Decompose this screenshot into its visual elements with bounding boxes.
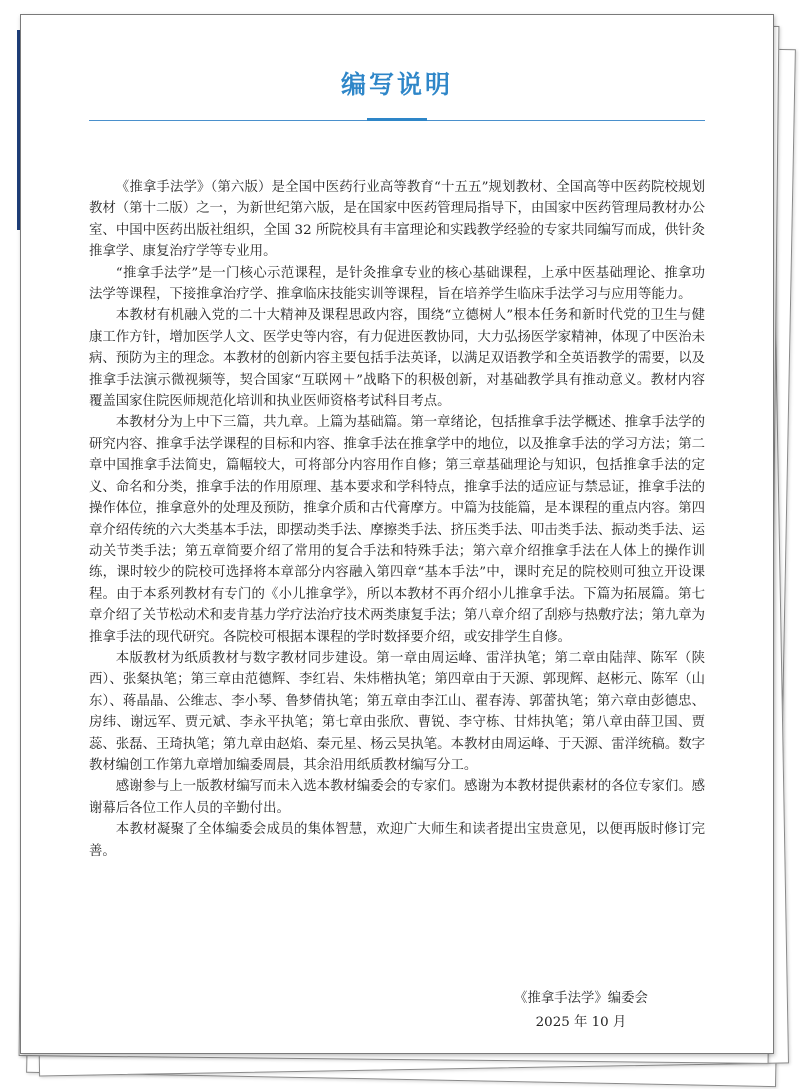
page-title: 编写说明 (340, 70, 453, 99)
paragraph-authors: 本版教材为纸质教材与数字教材同步建设。第一章由周运峰、雷洋执笔；第二章由陆萍、陈军（陕西）、张粲执笔；第三章由范德辉、李红岩、朱炜楷执笔；第四章由于天源、郭现辉、赵彬元、陈军（山东）、蒋晶晶、公维志、李小琴、鲁梦倩执笔；第五章由李江山、翟春涛、郭蕾执笔；第六章由彭德忠、房纬、谢远军、贾元斌、李永平执笔；第七章由张欣、曹锐、李守栋、甘炜执笔；第八章由薛卫国、贾蕊、张磊、王琦执笔；第九章由赵焰、秦元星、杨云昊执笔。本教材由周运峰、于天源、雷洋统稿。数字教材编创工作第九章增加编委周晨，其余沿用纸质教材编写分工。 (89, 650, 705, 773)
document-page (20, 14, 774, 1054)
paragraph-course: “推拿手法学”是一门核心示范课程，是针灸推拿专业的核心基础课程，上承中医基础理论、推拿功法学等课程，下接推拿治疗学、推拿临床技能实训等课程，旨在培养学生临床手法学习与应用等能力。 (89, 265, 705, 303)
body-text (89, 177, 705, 862)
paragraph-innovation: 本教材有机融入党的二十大精神及课程思政内容，围绕“立德树人”根本任务和新时代党的卫生与健康工作方针，增加医学人文、医学史等内容，有力促进医教协同，大力弘扬医学家精神，体现了中医治未病、预防为主的理念。本教材的创新内容主要包括手法英译，以满足双语教学和全英语教学的需要，以及推拿手法演示微视频等，契合国家“互联网＋”战略下的积极创新，对基础教学具有推动意义。教材内容覆盖国家住院医师规范化培训和执业医师资格考试科目考点。 (89, 308, 705, 410)
signature: 《推拿手法学》编委会 (514, 991, 648, 1006)
paragraph-structure: 本教材分为上中下三篇，共九章。上篇为基础篇。第一章绪论，包括推拿手法学概述、推拿手法学的研究内容、推拿手法学课程的目标和内容、推拿手法在推拿学中的地位，以及推拿手法的学习方法；第二章中国推拿手法简史，篇幅较大，可将部分内容用作自修；第三章基础理论与知识，包括推拿手法的定义、命名和分类，推拿手法的作用原理、基本要求和学科特点，推拿手法的适应证与禁忌证，推拿手法的操作体位，推拿意外的处理及预防，推拿介质和古代膏摩方。中篇为技能篇，是本课程的重点内容。第四章介绍传统的六大类基本手法，即摆动类手法、摩擦类手法、挤压类手法、叩击类手法、振动类手法、运动关节类手法；第五章简要介绍了常用的复合手法和特殊手法；第六章介绍推拿手法在人体上的操作训练，课时较少的院校可选择将本章部分内容融入第四章“基本手法”中，课时充足的院校则可独立开设课程。由于本系列教材有专门的《小儿推拿学》，所以本教材不再介绍小儿推拿手法。下篇为拓展篇。第七章介绍了关节松动术和麦肯基力学疗法治疗技术两类康复手法；第八章介绍了刮痧与热敷疗法；第九章为推拿手法的现代研究。各院校可根据本课程的学时数择要介绍，或安排学生自修。 (89, 415, 705, 645)
paragraph-thanks: 感谢参与上一版教材编写而未入选本教材编委会的专家们。感谢为本教材提供素材的各位专家们。感谢幕后各位工作人员的辛勤付出。 (89, 779, 705, 816)
date: 2025 年 10 月 (535, 1015, 627, 1030)
title-divider-accent (367, 118, 427, 121)
paragraph-closing: 本教材凝聚了全体编委会成员的集体智慧，欢迎广大师生和读者提出宝贵意见，以便再版时修订完善。 (89, 822, 705, 859)
paragraph-intro: 《推拿手法学》（第六版）是全国中医药行业高等教育“十五五”规划教材、全国高等中医药院校规划教材（第十二版）之一，为新世纪第六版，是在国家中医药管理局指导下，由国家中医药管理局教材办公室、中国中医药出版社组织，全国 32 所院校具有丰富理论和实践教学经验的专家共同编写而成，供针灸推拿学、康复治疗学等专业用。 (89, 180, 705, 260)
